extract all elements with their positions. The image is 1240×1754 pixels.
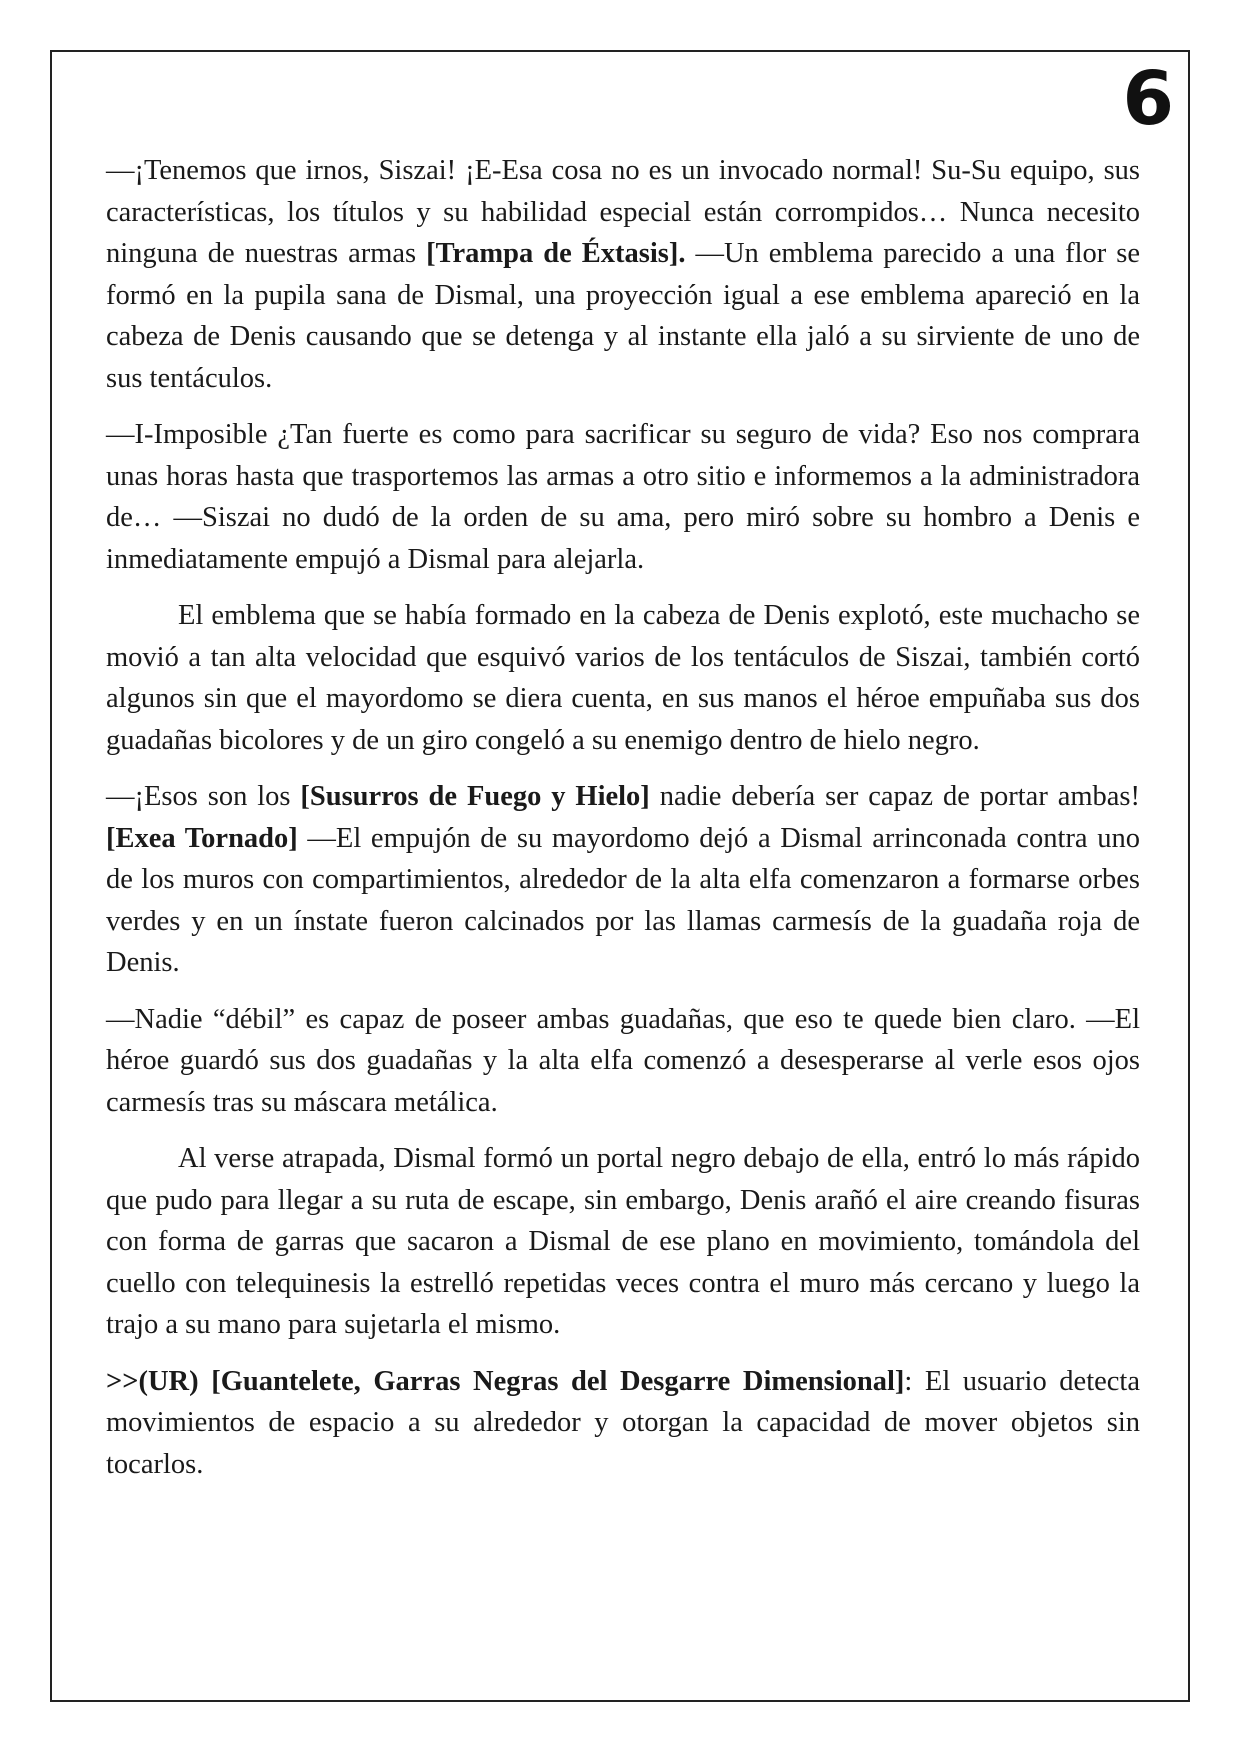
bold-term: [Trampa de Éxtasis]. (426, 238, 686, 269)
text-segment: —Un emblema parecido a una flor se formó en la pupila sana de Dismal, una proyección igual a ese emblema apareció en la cabeza de Denis causando que se detenga y al instante ella jaló a su sirviente de uno de sus tentáculos. (106, 238, 1140, 394)
text-segment: —El empujón de su mayordomo dejó a Dismal arrinconada contra uno de los muros con compartimientos, alrededor de la alta elfa comenzaron a formarse orbes verdes y en un ínstate fueron calcinados por las llamas carmesís de la guadaña roja de Denis. (106, 822, 1140, 978)
text-segment: nadie debería ser capaz de portar ambas! (649, 781, 1141, 812)
paragraph-6 (106, 1138, 1140, 1346)
text-segment: —¡Esos son los (106, 781, 301, 812)
bold-term: >>(UR) [Guantelete, Garras Negras del Desgarre Dimensional] (106, 1365, 905, 1397)
text-segment: —I-Imposible ¿Tan fuerte es como para sacrificar su seguro de vida? Eso nos comprara unas horas hasta que trasportemos las armas a otro sitio e informemos a la administradora de… —Siszai no dudó de la orden de su ama, pero miró sobre su hombro a Denis e inmediatamente empujó a Dismal para alejarla. (106, 419, 1140, 575)
paragraph-3 (106, 595, 1140, 761)
text-segment: —¡Tenemos que irnos, Siszai! ¡E-Esa cosa no es un invocado normal! Su-Su equipo, sus características, los títulos y su habilidad especial están corrompidos… Nunca necesito ninguna de nuestras armas (106, 155, 1140, 269)
page-number: 6 (1122, 56, 1174, 142)
text-body (106, 150, 1140, 1500)
paragraph-2 (106, 414, 1140, 580)
page-frame (50, 50, 1190, 1702)
bold-term: [Susurros de Fuego y Hielo] (300, 781, 650, 812)
text-segment: : El usuario detecta movimientos de espacio a su alrededor y otorgan la capacidad de mover objetos sin tocarlos. (106, 1365, 1140, 1480)
text-segment: Al verse atrapada, Dismal formó un portal negro debajo de ella, entró lo más rápido que pudo para llegar a su ruta de escape, sin embargo, Denis arañó el aire creando fisuras con forma de garras que sacaron a Dismal de ese plano en movimiento, tomándola del cuello con telequinesis la estrelló repetidas veces contra el muro más cercano y luego la trajo a su mano para sujetarla el mismo. (106, 1143, 1140, 1340)
paragraph-5 (106, 999, 1140, 1124)
text-segment: —Nadie “débil” es capaz de poseer ambas guadañas, que eso te quede bien claro. —El héroe guardó sus dos guadañas y la alta elfa comenzó a desesperarse al verle esos ojos carmesís tras su máscara metálica. (106, 1003, 1140, 1118)
paragraph-4 (106, 776, 1140, 984)
paragraph-7 (106, 1361, 1140, 1486)
text-segment: El emblema que se había formado en la cabeza de Denis explotó, este muchacho se movió a tan alta velocidad que esquivó varios de los tentáculos de Siszai, también cortó algunos sin que el mayordomo se diera cuenta, en sus manos el héroe empuñaba sus dos guadañas bicolores y de un giro congeló a su enemigo dentro de hielo negro. (106, 600, 1140, 756)
bold-term: [Exea Tornado] (106, 822, 298, 854)
paragraph-1 (106, 150, 1140, 399)
